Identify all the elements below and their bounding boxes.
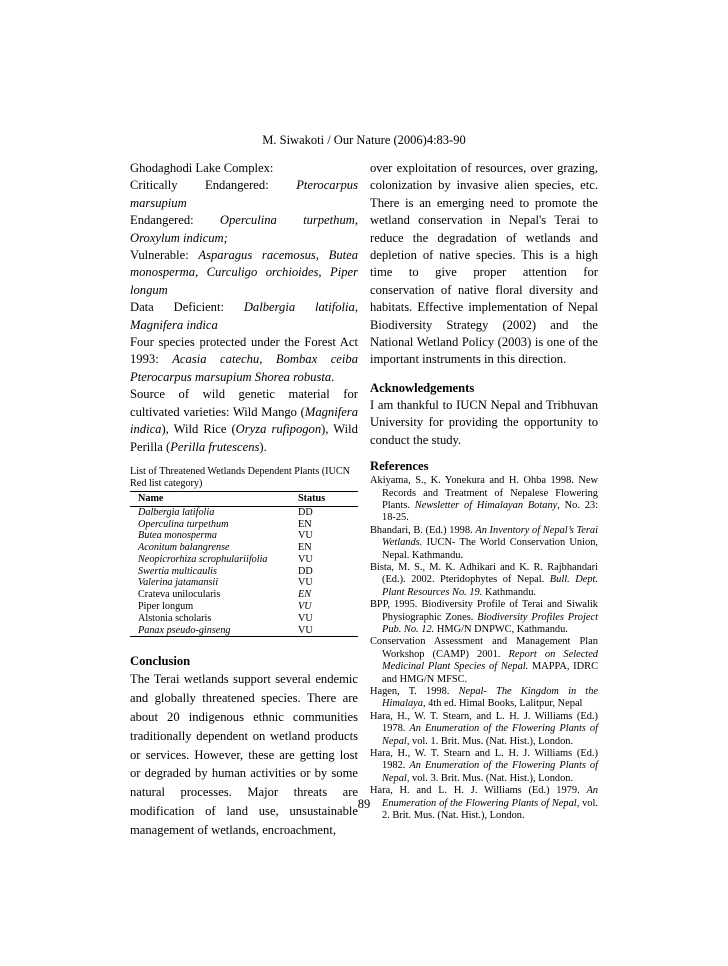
- plant-status: VU: [298, 612, 313, 624]
- plant-status: DD: [298, 506, 313, 518]
- reference-item: Bhandari, B. (Ed.) 1998. An Inventory of Nepal’s Terai Wetlands. IUCN- The World Conservation Union, Nepal. Kathmandu.: [370, 524, 599, 561]
- table-header-row: [130, 491, 358, 506]
- table-row: [130, 506, 358, 518]
- plant-name: Piper longum: [138, 601, 194, 613]
- plant-status: VU: [298, 530, 313, 542]
- reference-list: [370, 475, 598, 822]
- table-row: [130, 589, 358, 601]
- reference-item: Bista, M. S., M. K. Adhikari and K. R. Rajbhandari (Ed.). 2002. Pteridophytes of Nepal. Bull. Dept. Plant Resources No. 19. Kathmandu.: [370, 561, 598, 598]
- table-row: [130, 577, 358, 589]
- plant-status: VU: [298, 625, 358, 637]
- table-row: [130, 554, 358, 566]
- table-row: [130, 613, 358, 625]
- data-deficient-line: Data Deficient: Dalbergia latifolia, Magnifera indica: [130, 300, 358, 332]
- plant-name: Operculina turpethum: [138, 518, 229, 530]
- header-status: Status: [298, 491, 358, 506]
- acknowledgements-heading: Acknowledgements: [370, 380, 475, 395]
- table-row: [130, 625, 358, 637]
- acknowledgements-text: I am thankful to IUCN Nepal and Tribhuvan University for providing the opportunity to conduct the study.: [370, 397, 598, 447]
- reference-item: Conservation Assessment and Management Plan Workshop (CAMP) 2001. Report on Selected Medicinal Plant Species of Nepal. MAPPA, IDRC and HMG/N MFSC.: [370, 636, 598, 685]
- plant-name: Aconitum balangrense: [138, 542, 230, 554]
- reference-item: Hara, H., W. T. Stearn, and L. H. J. Williams (Ed.) 1978. An Enumeration of the Flowering Plants of Nepal, vol. 1. Brit. Mus. (Nat. Hist.), London.: [370, 710, 599, 747]
- reference-item: Hara, H., W. T. Stearn and L. H. J. Williams (Ed.) 1982. An Enumeration of the Flowering Plants of Nepal, vol. 3. Brit. Mus. (Nat. Hist.), London.: [370, 748, 599, 784]
- plant-status: VU: [298, 577, 313, 589]
- plant-name: Alstonia scholaris: [138, 612, 212, 624]
- conclusion-heading: Conclusion: [130, 654, 191, 669]
- reference-item: BPP, 1995. Biodiversity Profile of Terai and Siwalik Physiographic Zones. Biodiversity Profiles Project Pub. No. 12. HMG/N DNPWC, Kathmandu.: [370, 599, 598, 635]
- endangered-line: Endangered: Operculina turpethum, Oroxylum indicum;: [130, 213, 358, 245]
- critically-endangered-line: Critically Endangered: Pterocarpus marsupium: [130, 178, 358, 210]
- conclusion-continued-text: over exploitation of resources, over grazing, colonization by invasive alien species, etc. There is an emerging need to promote the wetland conservation in Nepal's Terai to reduce the degradation of wetlands and depletion of native species. This is a high time to give proper attention for conservation of native floral diversity and habitats. Effective implementation of Nepal Biodiversity Strategy (2002) and the National Wetland Policy (2003) is one of the important instruments in this direction.: [370, 161, 598, 367]
- plant-name: Dalbergia latifolia: [138, 506, 215, 518]
- plant-name: Neopicrorhiza scrophulariifolia: [138, 553, 268, 565]
- threatened-plants-table: [130, 491, 358, 638]
- plant-status: EN: [298, 589, 312, 601]
- plant-status: VU: [298, 553, 313, 565]
- plant-status: DD: [298, 565, 313, 577]
- running-head: M. Siwakoti / Our Nature (2006)4:83-90: [262, 133, 466, 147]
- plant-status: EN: [298, 518, 312, 530]
- plant-status: VU: [298, 601, 312, 613]
- references-heading: References: [370, 459, 429, 474]
- reference-item: Akiyama, S., K. Yonekura and H. Ohba 1998. New Records and Treatment of Nepalese Flowering Plants. Newsletter of Himalayan Botany, No. 23: 18-25.: [370, 475, 598, 524]
- reference-item: Hara, H. and L. H. J. Williams (Ed.) 1979. An Enumeration of the Flowering Plants of Nepal, vol. 2. Brit. Mus. (Nat. Hist.), London.: [370, 785, 598, 822]
- table-caption: List of Threatened Wetlands Dependent Plants (IUCN Red list category): [130, 465, 351, 490]
- vulnerable-line: Vulnerable: Asparagus racemosus, Butea monosperma, Curculigo orchioides, Piper longum: [130, 248, 358, 297]
- table-row: [130, 566, 358, 578]
- table-row: [130, 601, 358, 613]
- table-row: [130, 530, 358, 542]
- plant-name: Panax pseudo-ginseng: [130, 625, 298, 637]
- plant-name: Valerina jatamansii: [138, 577, 219, 589]
- plant-name: Crateva unilocularis: [138, 589, 221, 601]
- right-column: [370, 160, 598, 822]
- header-name: Name: [130, 491, 298, 506]
- plant-name: Butea monosperma: [138, 530, 217, 542]
- table-row: [130, 542, 358, 554]
- protected-species-paragraph: Four species protected under the Forest Act 1993: Acasia catechu, Bombax ceiba Pterocarpus marsupium Shorea robusta.: [130, 335, 358, 384]
- conclusion-text: The Terai wetlands support several endemic and globally threatened species. There are about 20 indigenous ethnic communities traditionally dependent on wetland products or services. However, these are getting lost or degraded by human activities or by some natural processes. Major threats are modification of land use, unsustainable management of wetlands, encroachment,: [130, 672, 358, 837]
- left-column: [130, 160, 358, 840]
- plant-status: EN: [298, 542, 312, 554]
- table-body: [130, 506, 358, 637]
- reference-item: Hagen, T. 1998. Nepal- The Kingdom in the Himalaya, 4th ed. Himal Books, Lalitpur, Nepal: [370, 686, 599, 710]
- page-number: 89: [357, 797, 371, 811]
- table-row: [130, 519, 358, 531]
- site-name: Ghodaghodi Lake Complex:: [130, 161, 274, 175]
- genetic-material-paragraph: Source of wild genetic material for cultivated varieties: Wild Mango (Magnifera indica), Wild Rice (Oryza rufipogon), Wild Perilla (Perilla frutescens).: [130, 387, 358, 454]
- plant-name: Swertia multicaulis: [138, 565, 217, 577]
